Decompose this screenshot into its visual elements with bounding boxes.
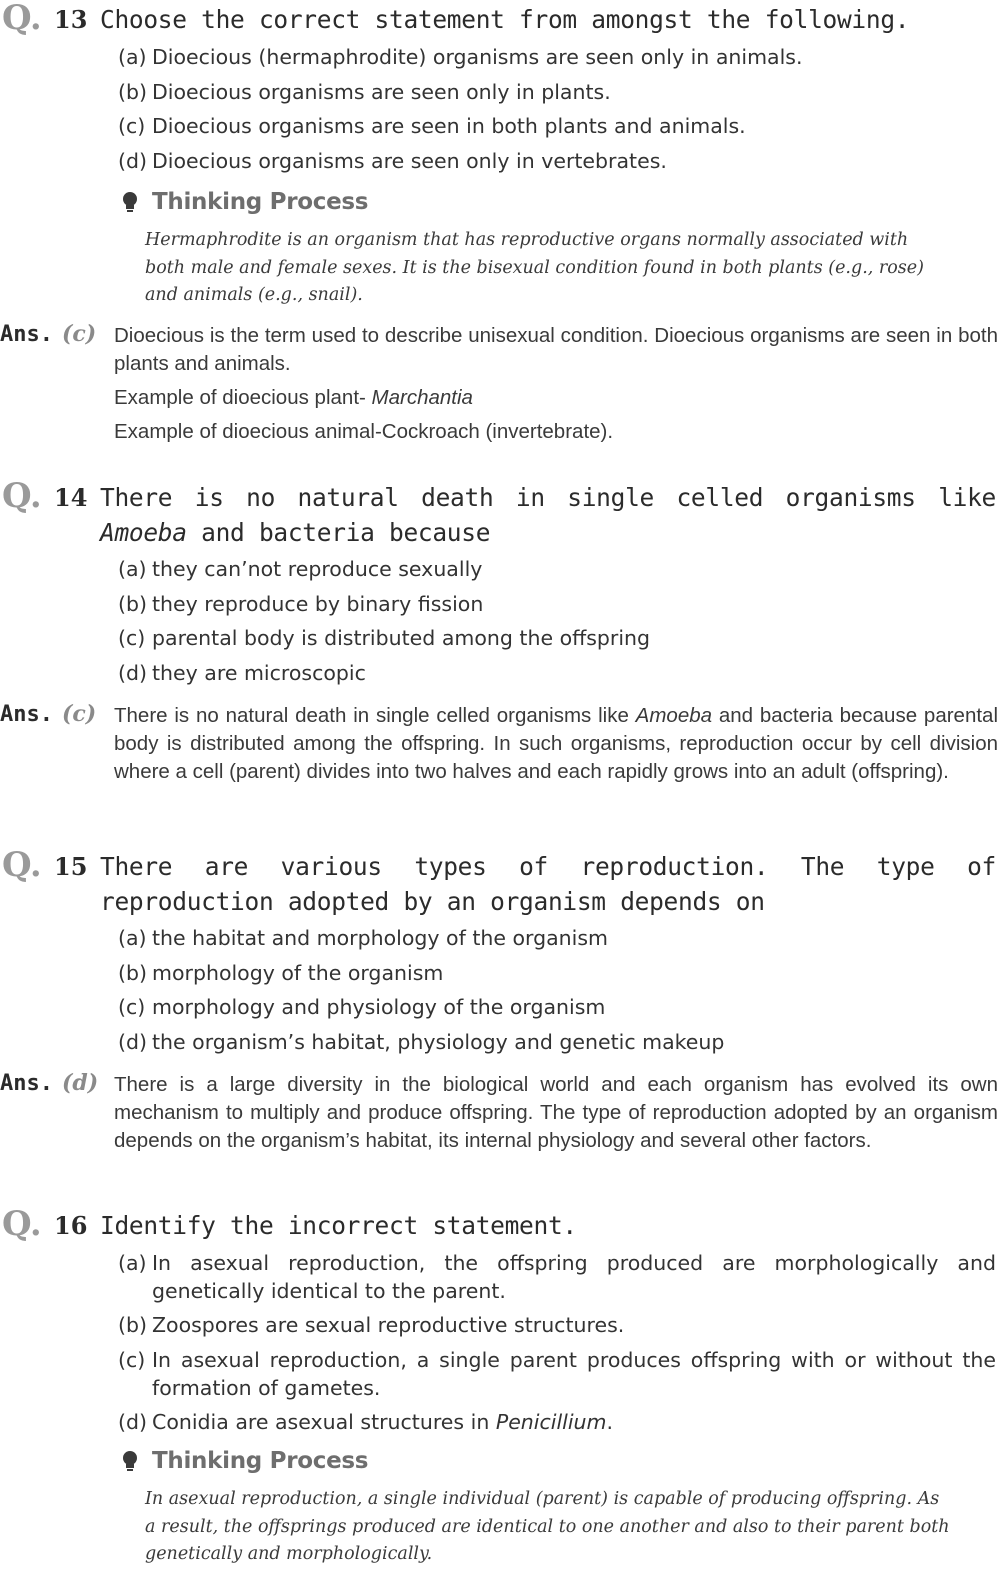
option-d[interactable]: (d) the organism’s habitat, physiology and genetic makeup bbox=[118, 1029, 725, 1054]
option-a[interactable]: (a) the habitat and morphology of the organism bbox=[118, 926, 609, 950]
example-animal: Example of dioecious animal-Cockroach (invertebrate). bbox=[114, 420, 614, 443]
question-number: 13 bbox=[54, 5, 88, 34]
thinking-process-16 bbox=[120, 1446, 950, 1569]
question-number: 15 bbox=[54, 852, 88, 881]
answer-label: Ans. bbox=[0, 702, 53, 727]
answer-text: There is no natural death in single celled organisms like Amoeba and bacteria because parental body is distributed among the offspring. In such organisms, reproduction occur by cell division where a cell (parent) divides into two halves and each rapidly grows into an adult (offspring). bbox=[114, 704, 998, 783]
question-text: Identify the incorrect statement. bbox=[100, 1211, 577, 1240]
option-a[interactable]: (a) In asexual reproduction, the offspring produced are morphologically and genetically identical to the parent. bbox=[118, 1251, 996, 1303]
question-mark: Q. bbox=[2, 845, 42, 885]
option-d[interactable]: (d) they are microscopic bbox=[118, 660, 366, 685]
options-list bbox=[118, 552, 996, 690]
question-mark: Q. bbox=[2, 1204, 42, 1244]
lightbulb-icon bbox=[120, 190, 140, 214]
option-a[interactable]: (a) Dioecious (hermaphrodite) organisms are seen only in animals. bbox=[118, 45, 803, 69]
question-16 bbox=[0, 1204, 998, 1434]
lightbulb-icon bbox=[120, 1449, 140, 1473]
options-list bbox=[118, 921, 996, 1059]
option-b[interactable]: (b) they reproduce by binary fission bbox=[118, 591, 484, 616]
question-13 bbox=[0, 0, 998, 173]
question-text: There are various types of reproduction. The type of reproduction adopted by an organism depends on bbox=[100, 852, 996, 916]
question-number: 14 bbox=[54, 483, 88, 512]
option-d[interactable]: (d) Conidia are asexual structures in Penicillium. bbox=[118, 1409, 614, 1434]
options-list bbox=[118, 40, 996, 178]
option-c[interactable]: (c) Dioecious organisms are seen in both plants and animals. bbox=[118, 114, 746, 139]
options-list bbox=[118, 1246, 996, 1439]
answer-key: (d) bbox=[62, 1070, 99, 1096]
option-b[interactable]: (b) Dioecious organisms are seen only in plants. bbox=[118, 79, 611, 104]
option-d[interactable]: (d) Dioecious organisms are seen only in vertebrates. bbox=[118, 148, 667, 173]
question-number: 16 bbox=[54, 1211, 88, 1240]
option-c[interactable]: (c) parental body is distributed among the offspring bbox=[118, 626, 651, 651]
thinking-process-13 bbox=[120, 187, 950, 310]
example-plant: Example of dioecious plant- Marchantia bbox=[114, 386, 473, 409]
answer-text: Dioecious is the term used to describe unisexual condition. Dioecious organisms are seen in both plants and animals. Example of dioecious plant- Marchantia Example of dioecious animal-Cockroach (invertebrate). bbox=[114, 322, 998, 446]
question-14 bbox=[0, 476, 998, 685]
answer-text: There is a large diversity in the biological world and each organism has evolved its own mechanism to multiply and produce offspring. The type of reproduction adopted by an organism depends on the organism’s habitat, its internal physiology and several other factors. bbox=[114, 1073, 998, 1152]
option-c[interactable]: (c) In asexual reproduction, a single parent produces offspring with or without the formation of gametes. bbox=[118, 1347, 996, 1400]
thinking-process-title: Thinking Process bbox=[152, 1448, 369, 1474]
thinking-process-text: Hermaphrodite is an organism that has reproductive organs normally associated with both male and female sexes. It is the bisexual condition found in both plants (e.g., rose) and animals (e.g., snail). bbox=[145, 230, 924, 305]
option-a[interactable]: (a) they can’not reproduce sexually bbox=[118, 557, 483, 581]
answer-key: (c) bbox=[62, 701, 97, 727]
thinking-process-title: Thinking Process bbox=[152, 189, 369, 215]
question-text: Choose the correct statement from amongst the following. bbox=[100, 5, 910, 34]
thinking-process-text: In asexual reproduction, a single individual (parent) is capable of producing offspring. As a result, the offsprings produced are identical to one another and also to their parent both genetically and morphologically. bbox=[145, 1489, 950, 1564]
question-mark: Q. bbox=[2, 0, 42, 38]
option-c[interactable]: (c) morphology and physiology of the organism bbox=[118, 995, 606, 1020]
answer-key: (c) bbox=[62, 321, 97, 347]
option-b[interactable]: (b) Zoospores are sexual reproductive structures. bbox=[118, 1313, 625, 1337]
question-15 bbox=[0, 845, 998, 1054]
answer-label: Ans. bbox=[0, 1071, 53, 1096]
option-b[interactable]: (b) morphology of the organism bbox=[118, 960, 444, 985]
question-mark: Q. bbox=[2, 476, 42, 516]
question-text: There is no natural death in single celled organisms like Amoeba and bacteria because bbox=[100, 483, 996, 547]
answer-label: Ans. bbox=[0, 322, 53, 347]
